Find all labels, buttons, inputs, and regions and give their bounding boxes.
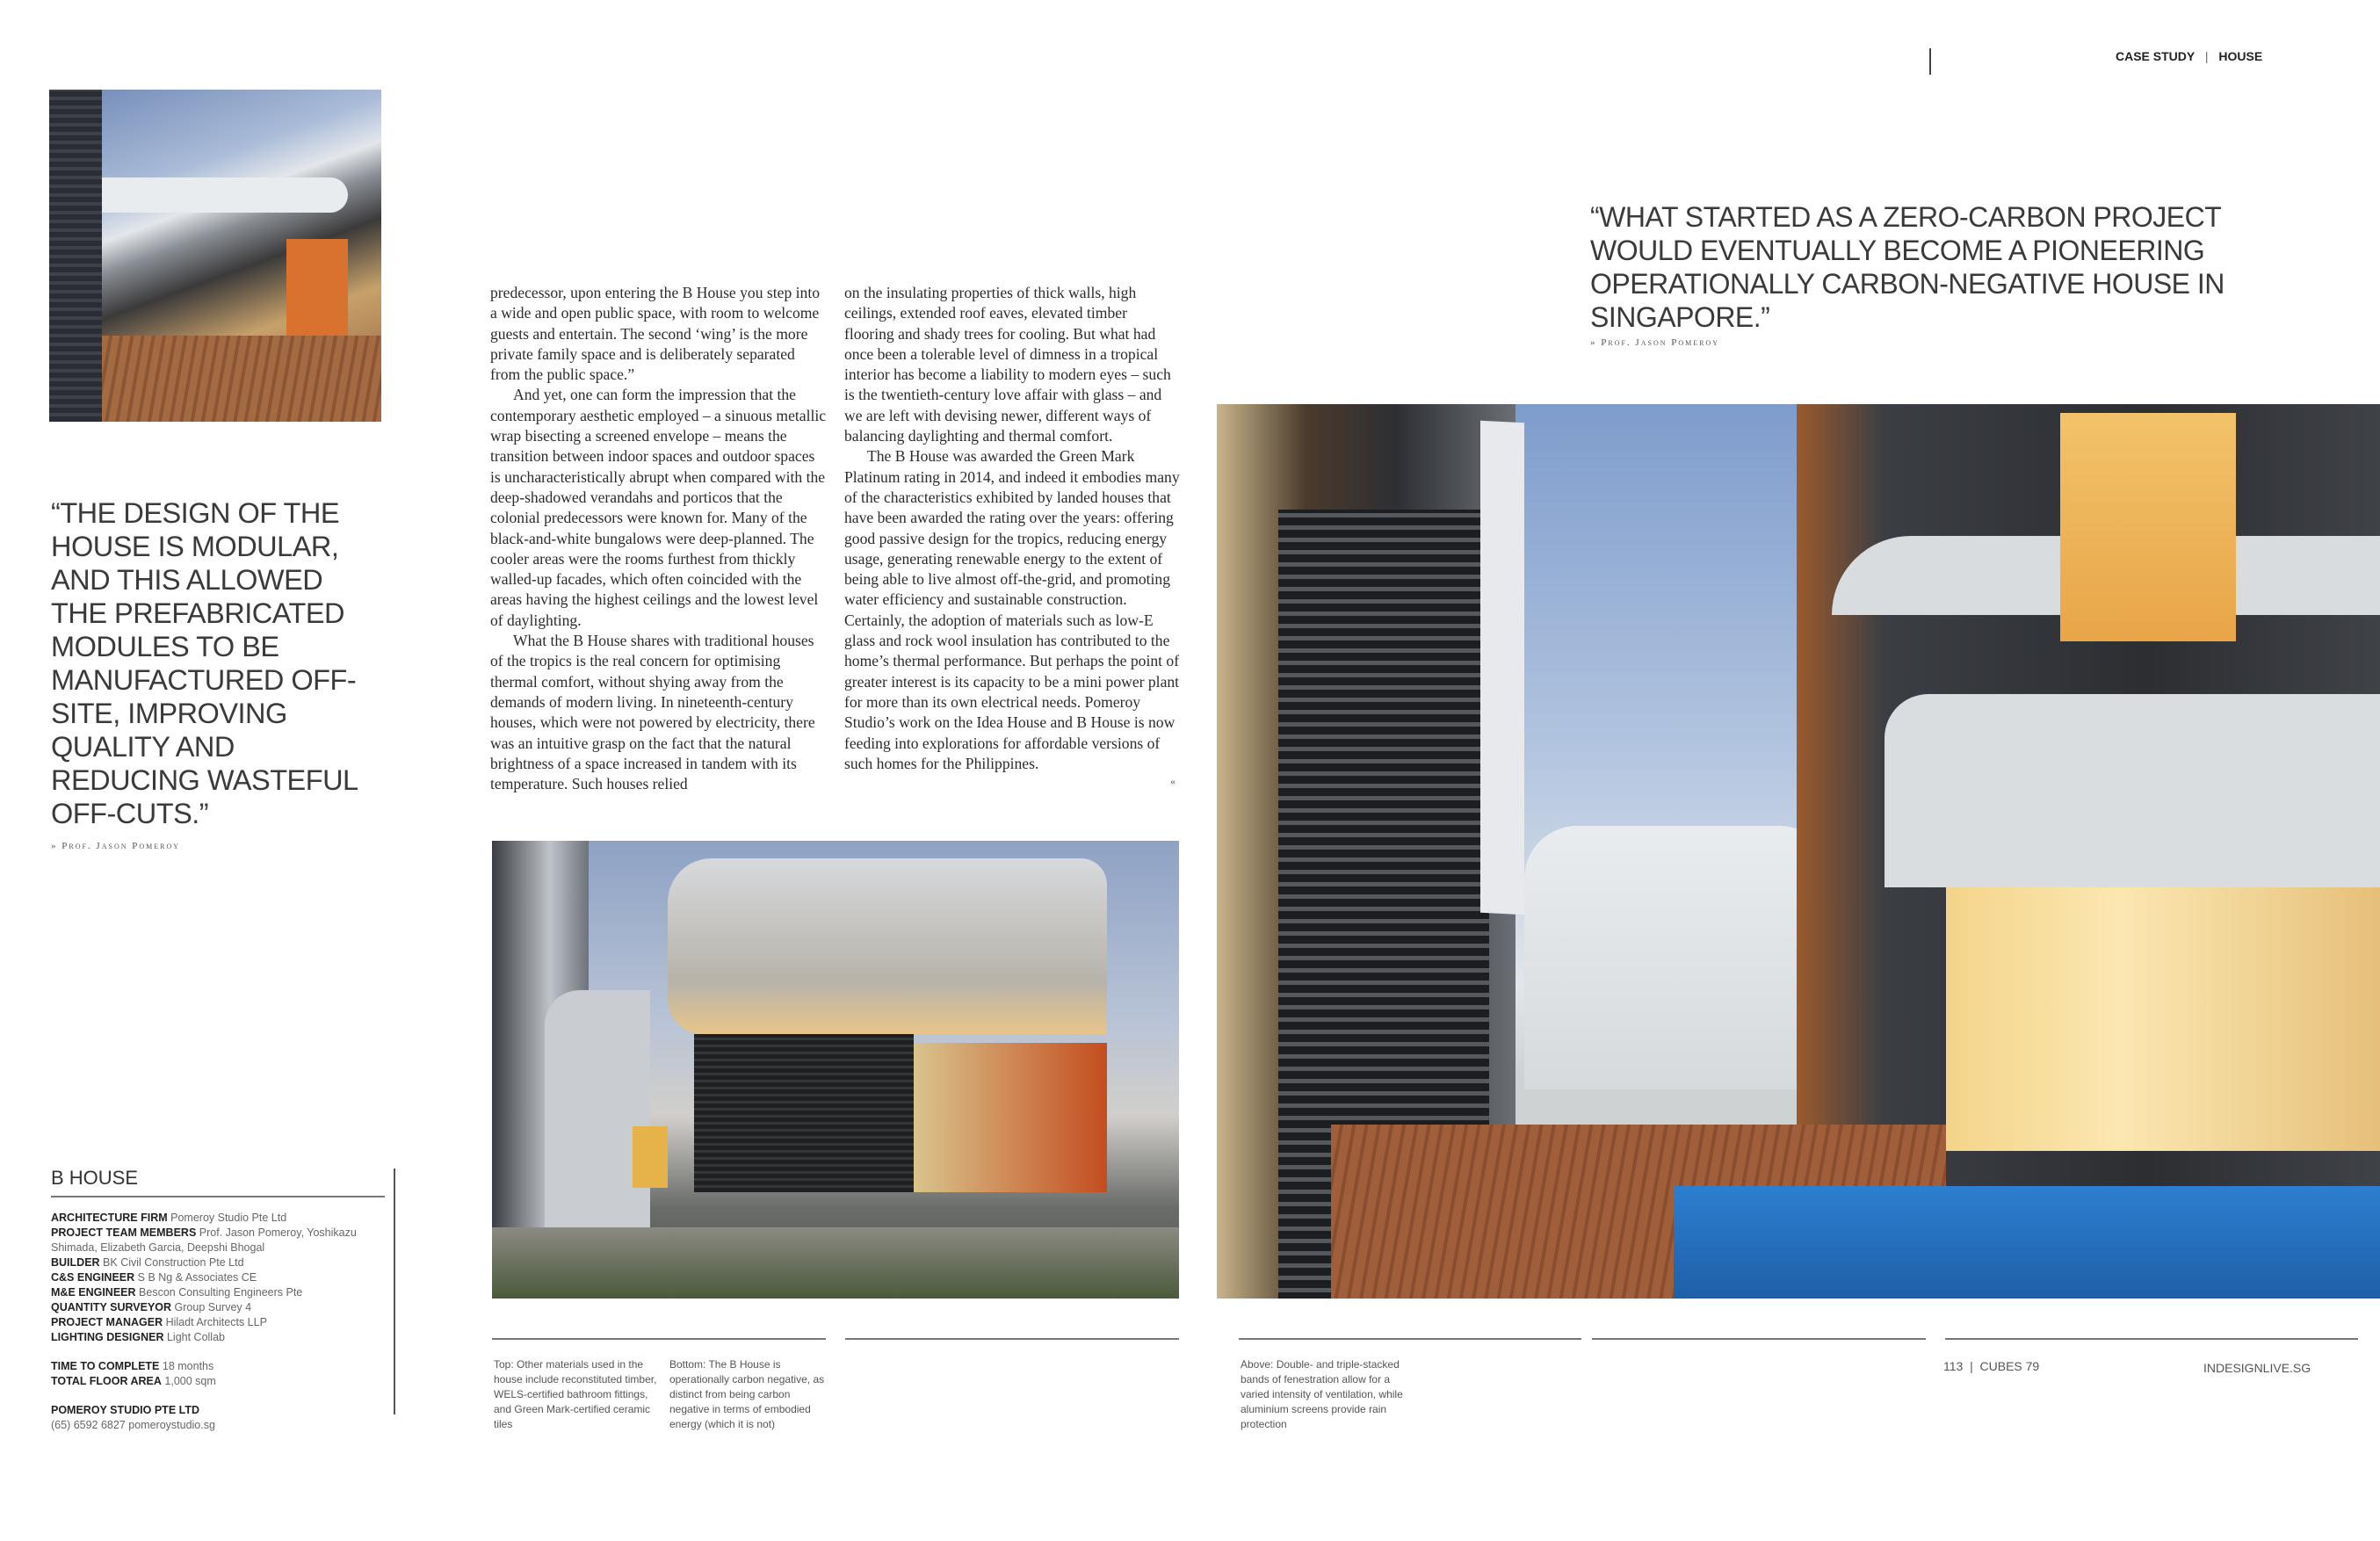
credit-row: C&S ENGINEER S B Ng & Associates CE [51, 1271, 257, 1284]
section-header: CASE STUDY | HOUSE [2116, 49, 2263, 63]
credit-row: LIGHTING DESIGNER Light Collab [51, 1331, 225, 1343]
photo-terrace-deck [49, 90, 381, 422]
credit-row: ARCHITECTURE FIRM Pomeroy Studio Pte Ltd [51, 1212, 287, 1224]
contact-name: POMEROY STUDIO PTE LTD [51, 1404, 199, 1416]
right-quote-attribution: » Prof. Jason Pomeroy [1590, 337, 1720, 348]
website: INDESIGNLIVE.SG [2203, 1361, 2311, 1375]
contact-info: (65) 6592 6827 pomeroystudio.sg [51, 1419, 215, 1431]
fact-row: TIME TO COMPLETE 18 months [51, 1360, 214, 1372]
caption-divider [492, 1338, 826, 1340]
end-mark: « [1170, 775, 1176, 787]
credits-title: B HOUSE [51, 1167, 139, 1189]
caption-divider [1592, 1338, 1926, 1340]
body-paragraph: What the B House shares with traditional houses of the tropics is the real concern for optimising thermal comfort, without shying away from the demands of modern living. In nineteenth-century houses, which were not powered by electricity, there was an intuitive grasp on the fact that the natural brightness of a space increased in tandem with its temperature. Such houses relied [490, 632, 815, 793]
body-paragraph: The B House was awarded the Green Mark Platinum rating in 2014, and indeed it embodies many of the characteristics exhibited by landed houses that have been awarded the rating over the years: offering good passive design for the tropics, reducing energy usage, generating renewable energy to the extent of being able to live almost off-the-grid, and promoting water efficiency and sustainable construction. Certainly, the adoption of materials such as low-E glass and rock wool insulation has contributed to the home’s thermal performance. But perhaps the point of greater interest is its capacity to be a mini power plant for more than its own electrical needs. Pomeroy Studio’s work on the Idea House and B House is now feeding into explorations for affordable versions of such homes for the Philippines. [844, 447, 1180, 772]
folio: 113 | CUBES 79 [1943, 1359, 2040, 1373]
caption-bottom: Bottom: The B House is operationally carbon negative, as distinct from being carbon negative in terms of embodied energy (which it is not) [669, 1358, 825, 1430]
project-credits [51, 1211, 385, 1433]
caption-top: Top: Other materials used in the house include reconstituted timber, WELS-certified bathroom fittings, and Green Mark-certified ceramic tiles [494, 1358, 657, 1430]
caption-divider [845, 1338, 1179, 1340]
caption-divider [1945, 1338, 2358, 1340]
credit-row: QUANTITY SURVEYOR Group Survey 4 [51, 1301, 252, 1313]
body-paragraph: predecessor, upon entering the B House you step into a wide and open public space, with room to welcome guests and entertain. The second ‘wing’ is the more private family space and is deliberately separated from the public space.” [490, 284, 821, 384]
credit-row: PROJECT MANAGER Hiladt Architects LLP [51, 1316, 267, 1328]
body-paragraph: And yet, one can form the impression that the contemporary aesthetic employed – a sinuous metallic wrap bisecting a screened envelope – means the transition between indoor spaces and outdoor spaces is uncharacteristically abrupt when compared with the deep-shadowed verandahs and porticos that the colonial predecessors were known for. Many of the black-and-white bungalows were deep-planned. The cooler areas were the rooms furthest from thickly walled-up facades, which often coincided with the areas having the highest ceilings and the lowest level of daylighting. [490, 386, 827, 629]
header-section: CASE STUDY [2116, 49, 2195, 63]
left-quote-attribution: » Prof. Jason Pomeroy [51, 841, 181, 851]
right-pull-quote: “WHAT STARTED AS A ZERO-CARBON PROJECT WOULD EVENTUALLY BECOME A PIONEERING OPERATIONALLY CARBON-NEGATIVE HOUSE IN SINGAPORE.” [1590, 201, 2224, 333]
fact-row: TOTAL FLOOR AREA 1,000 sqm [51, 1375, 216, 1387]
photo-house-exterior-dusk [492, 841, 1179, 1299]
header-vertical-rule [1929, 48, 1931, 75]
credit-row: M&E ENGINEER Bescon Consulting Engineers Pte [51, 1286, 303, 1299]
credits-title-rule [51, 1196, 385, 1197]
header-category: HOUSE [2218, 49, 2263, 63]
body-column-1 [490, 283, 828, 794]
caption-divider [1239, 1338, 1581, 1340]
credit-row: BUILDER BK Civil Construction Pte Ltd [51, 1256, 244, 1269]
body-column-2 [844, 283, 1180, 774]
caption-above: Above: Double- and triple-stacked bands of fenestration allow for a varied intensity of ventilation, while aluminium screens provide rain protection [1241, 1358, 1403, 1430]
left-pull-quote: “THE DESIGN OF THE HOUSE IS MODULAR, AND THIS ALLOWED THE PREFABRICATED MODULES TO BE MANUFACTURED OFF-SITE, IMPROVING QUALITY AND REDUCING WASTEFUL OFF-CUTS.” [51, 497, 358, 829]
credit-row: PROJECT TEAM MEMBERS Prof. Jason Pomeroy, Yoshikazu Shimada, Elizabeth Garcia, Deepshi Bhogal [51, 1226, 357, 1254]
body-paragraph: on the insulating properties of thick walls, high ceilings, extended roof eaves, elevated timber flooring and shady trees for cooling. But what had once been a tolerable level of dimness in a tropical interior has become a liability to modern eyes – such is the twentieth-century love affair with glass – and we are left with devising newer, different ways of balancing daylighting and thermal comfort. [844, 284, 1171, 445]
credits-vertical-rule [394, 1168, 395, 1414]
photo-courtyard-pool [1217, 404, 2380, 1299]
